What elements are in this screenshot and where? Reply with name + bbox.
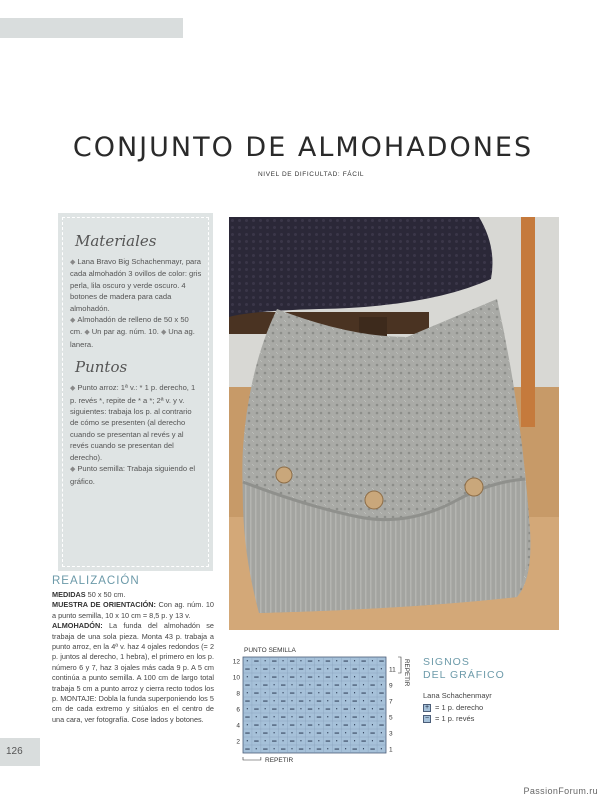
row-label-right: 11 [389, 666, 396, 674]
chart-cell [361, 709, 365, 710]
chart-cell [256, 700, 257, 701]
chart-cell [300, 676, 301, 677]
chart-cell [272, 693, 276, 694]
chart-cell [361, 741, 365, 742]
chart-cell [309, 732, 310, 733]
chart-cell [381, 748, 382, 749]
chart-cell [274, 716, 275, 717]
chart-cell [363, 700, 364, 701]
chart-cell [345, 716, 346, 717]
chart-cell [254, 741, 258, 742]
minus-symbol-icon: − [424, 714, 430, 722]
chart-cell [245, 685, 249, 686]
row-label-left: 2 [236, 738, 240, 746]
repeat-side-label: REPETIR [403, 659, 410, 687]
chart-cell [381, 668, 382, 669]
row-label-left: 6 [236, 706, 240, 714]
chart-cell [256, 732, 257, 733]
chart-cell [300, 740, 301, 741]
chart-cell [372, 676, 373, 677]
chart-cell [381, 716, 382, 717]
chart-cell [336, 740, 337, 741]
chart-cell [327, 684, 328, 685]
chart-cell [352, 733, 356, 734]
chart-cell [245, 749, 249, 750]
chart-cell [317, 749, 321, 750]
chart-cell [308, 693, 312, 694]
chart-cell [290, 741, 294, 742]
chart-cell [335, 701, 339, 702]
chart-cell [345, 748, 346, 749]
chart-cell [379, 725, 383, 726]
chart-cell [370, 685, 374, 686]
chart-cell [256, 684, 257, 685]
chart-cell [309, 700, 310, 701]
chart-cell [352, 669, 356, 670]
chart-cell [254, 677, 258, 678]
chart-cell [272, 677, 276, 678]
chart-cell [345, 668, 346, 669]
chart-cell [327, 748, 328, 749]
page-number: 126 [6, 746, 23, 757]
chart-cell [361, 725, 365, 726]
chart-cell [308, 725, 312, 726]
chart-cell [274, 684, 275, 685]
chart-cell [379, 741, 383, 742]
chart-cell [344, 725, 348, 726]
puntos-heading: Puntos [75, 358, 128, 377]
chart-cell [247, 692, 248, 693]
chart-cell [290, 725, 294, 726]
chart-cell [247, 676, 248, 677]
chart-cell [263, 669, 267, 670]
materials-box [62, 217, 209, 567]
chart-cell [290, 709, 294, 710]
chart-cell [283, 740, 284, 741]
cushion-photo [229, 217, 559, 630]
chart-cell [381, 684, 382, 685]
chart-cell [352, 701, 356, 702]
chart-cell [381, 732, 382, 733]
chart-cell [281, 685, 285, 686]
chart-cell [299, 669, 303, 670]
chart-cell [354, 676, 355, 677]
chart-cell [370, 669, 374, 670]
chart-cell [265, 740, 266, 741]
chart-cell [379, 661, 383, 662]
chart-cell [254, 661, 258, 662]
chart-cell [247, 740, 248, 741]
chart-cell [265, 692, 266, 693]
chart-cell [354, 660, 355, 661]
chart-cell [254, 709, 258, 710]
chart-cell [263, 733, 267, 734]
diamond-bullet-icon: ◆ [70, 317, 78, 325]
row-label-left: 4 [236, 722, 240, 730]
chart-cell [335, 749, 339, 750]
chart-cell [245, 717, 249, 718]
chart-cell [274, 700, 275, 701]
chart-cell [272, 725, 276, 726]
chart-cell [281, 733, 285, 734]
chart-cell [379, 677, 383, 678]
chart-cell [372, 724, 373, 725]
materials-heading: Materiales [75, 232, 157, 250]
chart-cell [326, 661, 330, 662]
chart-cell [272, 709, 276, 710]
chart-cell [283, 660, 284, 661]
chart-cell [291, 700, 292, 701]
chart-cell [308, 677, 312, 678]
chart-cell [245, 669, 249, 670]
chart-cell [344, 677, 348, 678]
row-label-right: 1 [389, 746, 393, 754]
chart-cell [370, 717, 374, 718]
plus-symbol-icon: + [424, 703, 430, 711]
chart-cell [379, 693, 383, 694]
chart-cell [344, 661, 348, 662]
chart-cell [265, 676, 266, 677]
chart-cell [290, 661, 294, 662]
chart-cell [361, 693, 365, 694]
row-label-right: 3 [389, 730, 393, 738]
chart-cell [372, 692, 373, 693]
chart-cell [265, 708, 266, 709]
chart-cell [354, 740, 355, 741]
chart-cell [290, 693, 294, 694]
legend-item-purl: − = 1 p. revés [424, 714, 475, 723]
chart-cell [299, 749, 303, 750]
chart-cell [363, 732, 364, 733]
row-label-left: 8 [236, 690, 240, 698]
chart-cell [318, 676, 319, 677]
chart-cell [290, 677, 294, 678]
chart-cell [291, 748, 292, 749]
watermark: PassionForum.ru [523, 786, 598, 796]
chart-cell [291, 732, 292, 733]
chart-cell [247, 724, 248, 725]
diamond-bullet-icon: ◆ [70, 259, 78, 266]
stitch-grid [226, 654, 416, 769]
chart-cell [263, 685, 267, 686]
chart-cell [336, 676, 337, 677]
chart-cell [299, 733, 303, 734]
chart-cell [317, 685, 321, 686]
diamond-bullet-icon: ◆ [160, 329, 169, 337]
chart-cell [256, 748, 257, 749]
chart-cell [361, 661, 365, 662]
chart-cell [317, 669, 321, 670]
chart-cell [335, 685, 339, 686]
chart-cell [336, 660, 337, 661]
repeat-bracket-side [398, 657, 401, 673]
chart-cell [283, 724, 284, 725]
chart-cell [308, 709, 312, 710]
row-label-right: 7 [389, 698, 393, 706]
chart-cell [370, 701, 374, 702]
chart-cell [372, 708, 373, 709]
chart-cell [354, 724, 355, 725]
chart-title: PUNTO SEMILLA [244, 647, 296, 654]
chart-cell [327, 668, 328, 669]
chart-cell [381, 700, 382, 701]
chart-cell [326, 725, 330, 726]
realizacion-text: MEDIDAS 50 x 50 cm. MUESTRA DE ORIENTACIÓN: Con ag. núm. 10 a punto semilla, 10 x 10 cm = 8,5 p. y 13 v. ALMOHADÓN: La funda del almohadón se trabaja de una sola pieza. Monta 43 p. trabaja a punto arroz, en la 4ª v. haz 4 ojales redondos (= 2 p. juntos al derecho, 1 hebra), el primero en los p. número 6 y 7, haz 3 ojales más cada 9 p. A 5 cm continúa a punto semilla. A 100 cm de largo total trabaja 5 cm a punto arroz y cierra recto todos los p. MONTAJE: Dobla la funda superponiendo los 5 cm de cada extremo y sitúalos en el centro de una cara, ver fotografía. Cose lados y botones. [52, 590, 214, 724]
chart-cell [354, 692, 355, 693]
chart-cell [335, 669, 339, 670]
chart-cell [336, 692, 337, 693]
chart-cell [361, 677, 365, 678]
chart-cell [372, 660, 373, 661]
materials-text: ◆ Lana Bravo Big Schachenmayr, para cada almohadón 3 ovillos de color: gris perla, lila oscuro y verde oscuro. 4 botones de madera para cada almohadón. ◆ Almohadón de relleno de 50 x 50 cm. ◆ Un par ag. núm. 10. ◆ Una ag. lanera. [70, 257, 202, 349]
chart-cell [345, 684, 346, 685]
chart-cell [281, 749, 285, 750]
diamond-bullet-icon: ◆ [84, 329, 92, 337]
chart-cell [318, 724, 319, 725]
chart-cell [272, 741, 276, 742]
chart-cell [309, 668, 310, 669]
diamond-bullet-icon: ◆ [70, 385, 78, 393]
chart-cell [274, 668, 275, 669]
chart-cell [336, 724, 337, 725]
chart-cell [318, 660, 319, 661]
chart-cell [309, 684, 310, 685]
chart-cell [370, 733, 374, 734]
chart-cell [283, 692, 284, 693]
page-title: CONJUNTO DE ALMOHADONES [72, 132, 534, 163]
realizacion-heading: REALIZACIÓN [52, 575, 140, 587]
row-label-right: 9 [389, 682, 393, 690]
chart-cell [363, 684, 364, 685]
chart-cell [327, 732, 328, 733]
difficulty-label: NIVEL DE DIFICULTAD: FÁCIL [258, 171, 365, 178]
chart-cell [263, 701, 267, 702]
chart-cell [309, 716, 310, 717]
chart-cell [326, 677, 330, 678]
legend-item-knit: + = 1 p. derecho [424, 703, 484, 712]
chart-cell [352, 749, 356, 750]
chart-cell [327, 716, 328, 717]
chart-cell [317, 717, 321, 718]
chart-cell [281, 701, 285, 702]
chart-cell [363, 716, 364, 717]
chart-cell [281, 717, 285, 718]
chart-cell [335, 733, 339, 734]
chart-cell [283, 708, 284, 709]
chart-cell [299, 701, 303, 702]
puntos-text: ◆ Punto arroz: 1ª v.: * 1 p. derecho, 1 p. revés *, repite de * a *; 2ª v. y v. siguientes: trabaja los p. al contrario de cómo se presenten (al derecho cuando se presentan al revés y al revés cuando se presentan del derecho). ◆ Punto semilla: Trabaja siguiendo el gráfico. [70, 383, 196, 486]
chart-cell [335, 717, 339, 718]
chart-cell [344, 741, 348, 742]
chart-cell [352, 685, 356, 686]
chart-cell [291, 668, 292, 669]
chart-cell [274, 748, 275, 749]
chart-cell [300, 708, 301, 709]
chart-cell [263, 749, 267, 750]
chart-cell [247, 708, 248, 709]
chart-cell [256, 668, 257, 669]
chart-cell [309, 748, 310, 749]
chart-cell [274, 732, 275, 733]
row-label-right: 5 [389, 714, 393, 722]
signos-heading: SIGNOS DEL GRÁFICO [423, 656, 505, 681]
repeat-bottom-label: REPETIR [265, 757, 294, 764]
chart-cell [291, 684, 292, 685]
chart-cell [318, 740, 319, 741]
chart-cell [345, 700, 346, 701]
row-label-left: 12 [232, 658, 240, 666]
chart-cell [254, 693, 258, 694]
diamond-bullet-icon: ◆ [70, 466, 78, 474]
row-label-left: 10 [232, 674, 240, 682]
chart-cell [379, 709, 383, 710]
chart-cell [372, 740, 373, 741]
chart-cell [363, 748, 364, 749]
chart-cell [344, 693, 348, 694]
chart-cell [272, 661, 276, 662]
chart-cell [354, 708, 355, 709]
chart-cell [299, 685, 303, 686]
chart-cell [300, 660, 301, 661]
chart-cell [300, 724, 301, 725]
chart-cell [363, 668, 364, 669]
stitch-chart [226, 654, 416, 769]
repeat-bracket-bottom [243, 757, 261, 760]
chart-cell [326, 693, 330, 694]
chart-cell [317, 701, 321, 702]
chart-cell [265, 660, 266, 661]
chart-cell [291, 716, 292, 717]
chart-cell [345, 732, 346, 733]
chart-cell [245, 701, 249, 702]
chart-cell [245, 733, 249, 734]
chart-cell [352, 717, 356, 718]
chart-cell [256, 716, 257, 717]
chart-cell [283, 676, 284, 677]
header-bar [0, 18, 183, 38]
chart-cell [327, 700, 328, 701]
chart-cell [247, 660, 248, 661]
chart-cell [326, 741, 330, 742]
chart-cell [281, 669, 285, 670]
chart-cell [308, 661, 312, 662]
chart-cell [254, 725, 258, 726]
legend-yarn: Lana Schachenmayr [423, 691, 492, 700]
chart-cell [317, 733, 321, 734]
chart-cell [308, 741, 312, 742]
chart-cell [265, 724, 266, 725]
chart-cell [344, 709, 348, 710]
chart-cell [300, 692, 301, 693]
chart-cell [336, 708, 337, 709]
chart-cell [263, 717, 267, 718]
chart-cell [370, 749, 374, 750]
chart-cell [318, 692, 319, 693]
chart-cell [326, 709, 330, 710]
chart-cell [318, 708, 319, 709]
chart-cell [299, 717, 303, 718]
